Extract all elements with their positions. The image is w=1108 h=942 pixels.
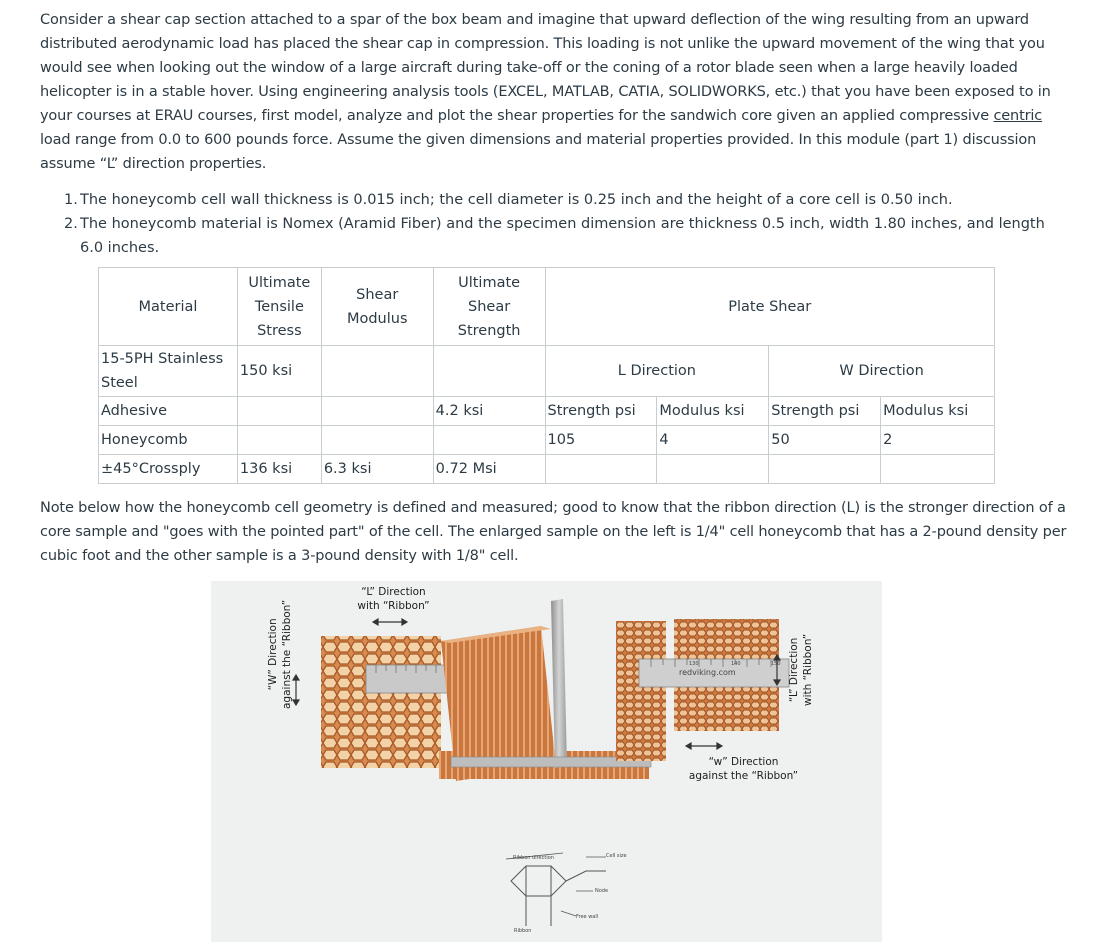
cell-material: Honeycomb	[99, 426, 238, 455]
w-direction-arrow-bottom	[686, 743, 722, 749]
sub-header-w-strength: Strength psi	[769, 397, 881, 426]
cell-uss: 0.72 Msi	[433, 455, 545, 484]
header-line: Ultimate Shear	[458, 274, 521, 315]
list-item	[40, 188, 1070, 212]
cell-l-strength: 105	[545, 426, 657, 455]
list-text: The honeycomb material is Nomex (Aramid Fiber) and the specimen dimension are thickness 0.5 inch, width 1.80 inches, and length 6.0 inches.	[80, 216, 1045, 256]
header-line: Tensile	[254, 298, 304, 315]
cell-shear-modulus	[321, 346, 433, 397]
right-honeycomb-edge	[616, 621, 666, 761]
cell-empty	[769, 455, 881, 484]
diagram-label-ribbon-direction: Ribbon direction	[513, 855, 554, 861]
specs-list	[40, 188, 1070, 260]
cell-w-strength: 50	[769, 426, 881, 455]
list-number: 2.	[64, 216, 78, 232]
header-plate-shear: Plate Shear	[545, 268, 994, 346]
header-ultimate-tensile	[237, 268, 321, 346]
label-line: against the “Ribbon”	[281, 599, 293, 709]
material-properties-table	[98, 267, 995, 484]
header-ultimate-shear	[433, 268, 545, 346]
sub-header-l-strength: Strength psi	[545, 397, 657, 426]
l-direction-arrow	[373, 619, 407, 625]
label-line: “W” Direction	[267, 618, 279, 691]
cell-empty	[881, 455, 995, 484]
header-line: Strength	[457, 322, 521, 339]
list-number: 1.	[64, 192, 78, 208]
intro-text-end: load range from 0.0 to 600 pounds force. Assume the given dimensions and material properties provided. In this module (part 1) discussion assume “L” direction properties.	[40, 132, 1037, 172]
list-text: The honeycomb cell wall thickness is 0.015 inch; the cell diameter is 0.25 inch and the height of a core cell is 0.50 inch.	[80, 192, 953, 208]
diagram-label-node: Node	[595, 888, 609, 894]
cell-w-modulus: 2	[881, 426, 995, 455]
l-direction-header: L Direction	[545, 346, 769, 397]
diagram-label-cell-size: Cell size	[606, 853, 627, 859]
header-line: Ultimate	[248, 274, 311, 291]
l-direction-label-right	[787, 634, 815, 706]
cell-material: ±45°Crossply	[99, 455, 238, 484]
intro-text-start: Consider a shear cap section attached to a spar of the box beam and imagine that upward deflection of the wing resulting from an upward distributed aerodynamic load has placed the shear cap in compression. This loading is not unlike the upward movement of the wing that you would see when looking out the window of a large aircraft during take-off or the coning of a rotor blade seen when a large heavily loaded helicopter is in a stable hover. Using engineering analysis tools (EXCEL, MATLAB, CATIA, SOLIDWORKS, etc.) that you have been exposed to in your courses at ERAU courses, first model, analyze and plot the shear properties for the sandwich core given an applied compressive	[40, 12, 1051, 124]
cell-shear-modulus: 6.3 ksi	[321, 455, 433, 484]
cell-uts	[237, 397, 321, 426]
cell-uss	[433, 346, 545, 397]
label-line: “L” Direction	[361, 586, 426, 598]
ruler-brand-text: redviking.com	[679, 668, 736, 677]
intro-paragraph	[40, 8, 1070, 176]
w-direction-label-bottom	[686, 755, 801, 783]
cell-material: 15-5PH Stainless Steel	[99, 346, 238, 397]
sub-header-l-modulus: Modulus ksi	[657, 397, 769, 426]
list-item	[40, 212, 1070, 260]
header-material: Material	[99, 268, 238, 346]
cell-uss: 4.2 ksi	[433, 397, 545, 426]
cell-shear-modulus	[321, 426, 433, 455]
header-shear-modulus: Shear Modulus	[321, 268, 433, 346]
sub-header-w-modulus: Modulus ksi	[881, 397, 995, 426]
cell-shear-modulus	[321, 397, 433, 426]
cell-l-modulus: 4	[657, 426, 769, 455]
cell-material: Adhesive	[99, 397, 238, 426]
ruler-number: 140	[731, 661, 741, 667]
honeycomb-figure	[211, 581, 882, 942]
large-honeycomb-sample	[321, 636, 441, 768]
cell-uts	[237, 426, 321, 455]
l-direction-label-top	[346, 585, 441, 613]
note-paragraph: Note below how the honeycomb cell geometry is defined and measured; good to know that the ribbon direction (L) is the stronger direction of a core sample and "goes with the pointed part" of the cell. The enlarged sample on the left is 1/4" cell honeycomb that has a 2-pound density per cubic foot and the other sample is a 3-pound density with 1/8" cell.	[40, 500, 1067, 564]
cell-empty	[545, 455, 657, 484]
label-line: “w” Direction	[708, 756, 779, 768]
diagram-label-free-wall: Free wall	[576, 914, 599, 920]
label-line: against the “Ribbon”	[688, 770, 799, 782]
ruler-number: 130	[689, 661, 699, 667]
diagram-label-ribbon: Ribbon	[514, 928, 532, 934]
cell-uts: 136 ksi	[237, 455, 321, 484]
w-direction-header: W Direction	[769, 346, 995, 397]
label-line: “L” Direction	[788, 637, 800, 703]
ruler-number: 150	[771, 661, 781, 667]
cell-empty	[657, 455, 769, 484]
label-line: with “Ribbon”	[357, 600, 430, 612]
w-direction-label-left	[266, 600, 294, 709]
cell-uss	[433, 426, 545, 455]
label-line: with “Ribbon”	[802, 633, 814, 706]
cell-uts: 150 ksi	[237, 346, 321, 397]
centric-link[interactable]: centric	[993, 108, 1043, 124]
header-line: Stress	[257, 322, 302, 339]
